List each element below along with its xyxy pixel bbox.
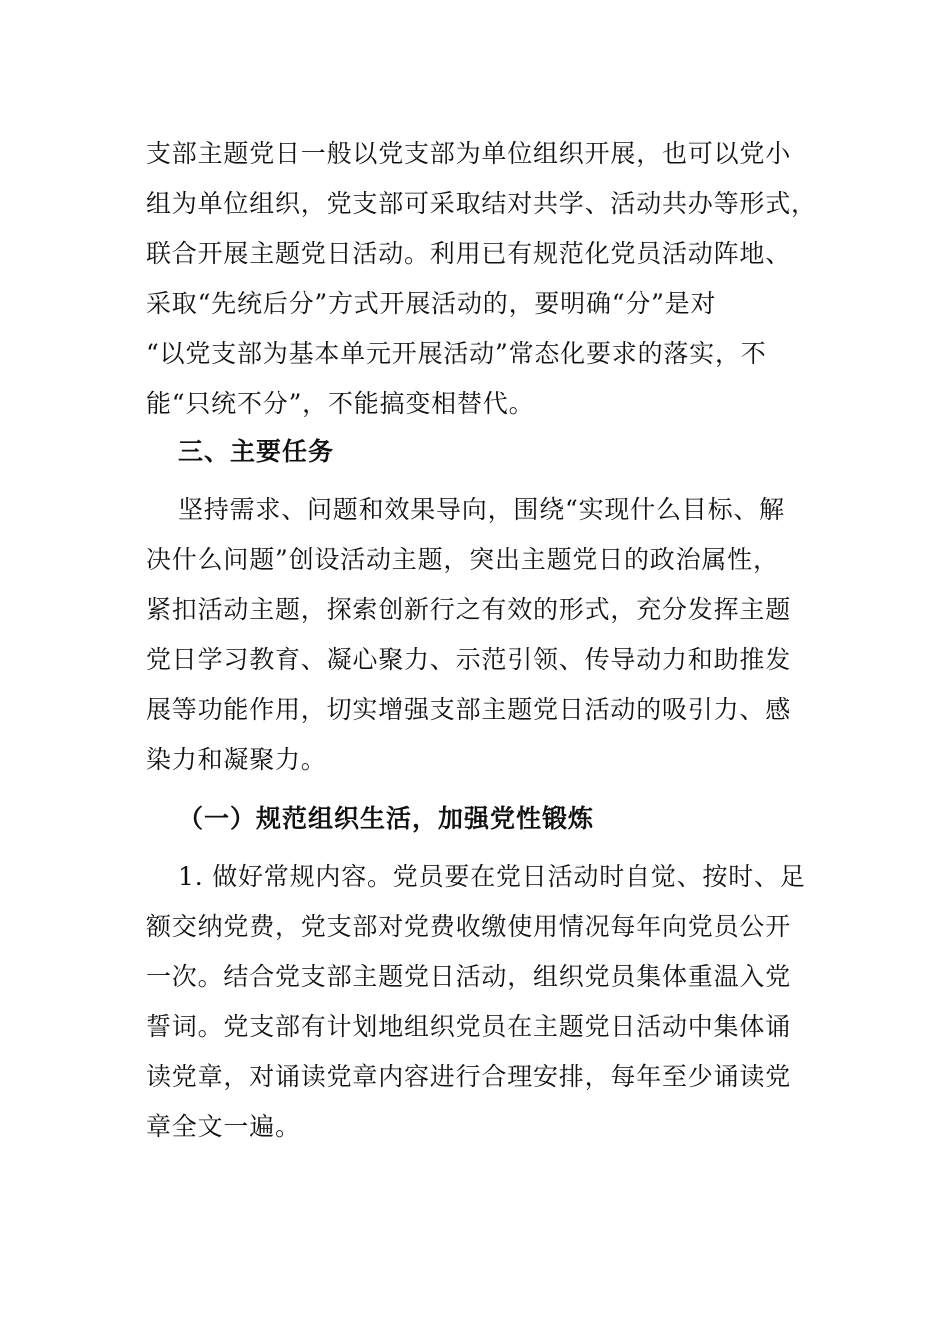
paragraph-3-line-3: 一次。结合党支部主题党日活动，组织党员集体重温入党 [146, 962, 792, 991]
paragraph-2-line-4: 党日学习教育、凝心聚力、示范引领、传导动力和助推发 [146, 645, 792, 674]
paragraph-1-line-5: “以党支部为基本单元开展活动”常态化要求的落实，不 [146, 339, 767, 368]
paragraph-1-line-3: 联合开展主题党日活动。利用已有规范化党员活动阵地、 [146, 239, 792, 268]
section-heading-main-tasks: 三、主要任务 [178, 437, 335, 466]
paragraph-1-line-2: 组为单位组织，党支部可采取结对共学、活动共办等形式， [146, 189, 817, 218]
paragraph-3-line-1: 1. 做好常规内容。党员要在党日活动时自觉、按时、足 [178, 862, 806, 891]
paragraph-2-line-5: 展等功能作用，切实增强支部主题党日活动的吸引力、感 [146, 695, 792, 724]
paragraph-1-line-1: 支部主题党日一般以党支部为单位组织开展，也可以党小 [146, 139, 792, 168]
paragraph-3-line-4: 誓词。党支部有计划地组织党员在主题党日活动中集体诵 [146, 1012, 792, 1041]
paragraph-1-line-4: 采取“先统后分”方式开展活动的，要明确“分”是对 [146, 289, 717, 318]
paragraph-3-line-2: 额交纳党费，党支部对党费收缴使用情况每年向党员公开 [146, 912, 792, 941]
paragraph-2-line-3: 紧扣活动主题，探索创新行之有效的形式，充分发挥主题 [146, 595, 792, 624]
paragraph-2-line-1: 坚持需求、问题和效果导向，围绕“实现什么目标、解 [178, 495, 785, 524]
paragraph-2-line-6: 染力和凝聚力。 [146, 745, 327, 774]
paragraph-3-line-5: 读党章，对诵读党章内容进行合理安排，每年至少诵读党 [146, 1062, 792, 1091]
paragraph-1-line-6: 能“只统不分”，不能搞变相替代。 [146, 389, 535, 418]
paragraph-3-line-6: 章全文一遍。 [146, 1112, 301, 1141]
paragraph-2-line-2: 决什么问题”创设活动主题，突出主题党日的政治属性， [146, 545, 779, 574]
subheading-organization-life: （一）规范组织生活，加强党性锻炼 [178, 804, 595, 833]
